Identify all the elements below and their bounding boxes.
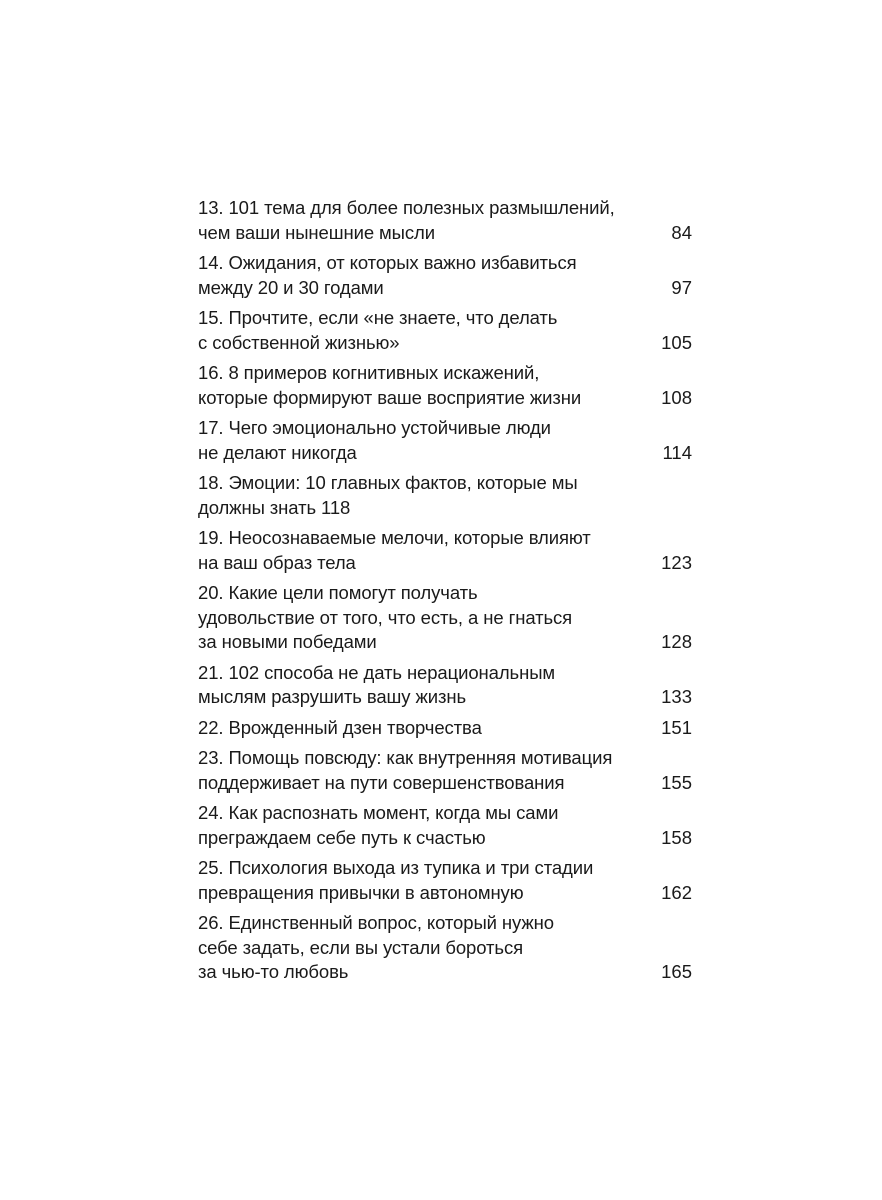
toc-entry-page-number: 105 (661, 331, 692, 353)
toc-entry-page-number: 114 (662, 441, 692, 463)
toc-entry-title-line: 21. 102 способа не дать нерациональным (198, 661, 556, 683)
toc-entry (198, 471, 692, 520)
toc-entry-page-number: 158 (661, 826, 692, 848)
toc-entry-page-number: 162 (661, 881, 692, 903)
toc-entry-title-line: 23. Помощь повсюду: как внутренняя мотивация (198, 747, 613, 768)
toc-entry-title-line: 14. Ожидания, от которых важно избавиться (198, 252, 577, 273)
toc-entry (198, 801, 692, 850)
toc-entry-page-number: 133 (661, 686, 692, 707)
toc-entry-title-line: мыслям разрушить вашу жизнь (198, 686, 467, 707)
toc-entry-title-line: 18. Эмоции: 10 главных фактов, которые мы (198, 472, 578, 493)
toc-entry-title-line: 22. Врожденный дзен творчества (198, 716, 482, 738)
toc-entry (198, 716, 692, 741)
toc-entry-title-line: 15. Прочтите, если «не знаете, что делать (198, 307, 558, 328)
toc-entry-title-line: преграждаем себе путь к счастью (198, 826, 486, 848)
toc-entry-title-line: себе задать, если вы устали бороться (198, 936, 524, 958)
toc-entry-title-line: удовольствие от того, что есть, а не гнаться (198, 606, 573, 628)
toc-entry-page-number: 97 (671, 276, 692, 298)
table-of-contents (198, 196, 692, 991)
toc-entry-title-line: за чью-то любовь (198, 961, 349, 982)
toc-entry-title-line: за новыми победами (198, 631, 377, 652)
toc-entry-title-line: 17. Чего эмоционально устойчивые люди (198, 417, 551, 438)
toc-entry (198, 361, 692, 410)
toc-entry (198, 746, 692, 795)
toc-entry-title-line: 19. Неосознаваемые мелочи, которые влияют (198, 527, 591, 548)
toc-entry-page-number: 151 (661, 716, 692, 738)
toc-entry-title-line: должны знать 118 (198, 496, 351, 518)
toc-entry-page-number: 123 (661, 551, 692, 573)
toc-entry-page-number: 155 (661, 771, 692, 793)
toc-entry (198, 416, 692, 465)
toc-entry (198, 526, 692, 575)
toc-entry-title-line: с собственной жизнью» (198, 331, 400, 353)
toc-entry-title-line: 25. Психология выхода из тупика и три стадии (198, 857, 594, 878)
toc-entry-title-line: между 20 и 30 годами (198, 276, 384, 298)
toc-entry (198, 306, 692, 355)
toc-entry-page-number: 108 (661, 386, 692, 408)
toc-entry-title-line: поддерживает на пути совершенствования (198, 771, 565, 793)
toc-entry-title-line: чем ваши нынешние мысли (198, 221, 435, 243)
toc-entry (198, 581, 692, 655)
toc-entry-title-line: которые формируют ваше восприятие жизни (198, 386, 582, 408)
toc-entry (198, 911, 692, 985)
toc-entry-title-line: 16. 8 примеров когнитивных искажений, (198, 362, 540, 383)
toc-entry (198, 196, 692, 245)
toc-entry-title-line: 20. Какие цели помогут получать (198, 582, 478, 603)
toc-entry-page-number: 128 (661, 631, 692, 652)
toc-entry (198, 251, 692, 300)
toc-entry-title-line: 26. Единственный вопрос, который нужно (198, 912, 554, 933)
toc-entry-page-number: 165 (661, 961, 692, 982)
toc-entry-title-line: не делают никогда (198, 441, 357, 463)
toc-entry-title-line: 24. Как распознать момент, когда мы сами (198, 802, 559, 823)
toc-entry-title-line: превращения привычки в автономную (198, 881, 524, 903)
toc-entry-title-line: 13. 101 тема для более полезных размышлений, (198, 197, 615, 218)
toc-entry (198, 661, 692, 710)
toc-entry-page-number: 84 (671, 221, 692, 243)
toc-entry-title-line: на ваш образ тела (198, 551, 356, 573)
toc-entry (198, 856, 692, 905)
